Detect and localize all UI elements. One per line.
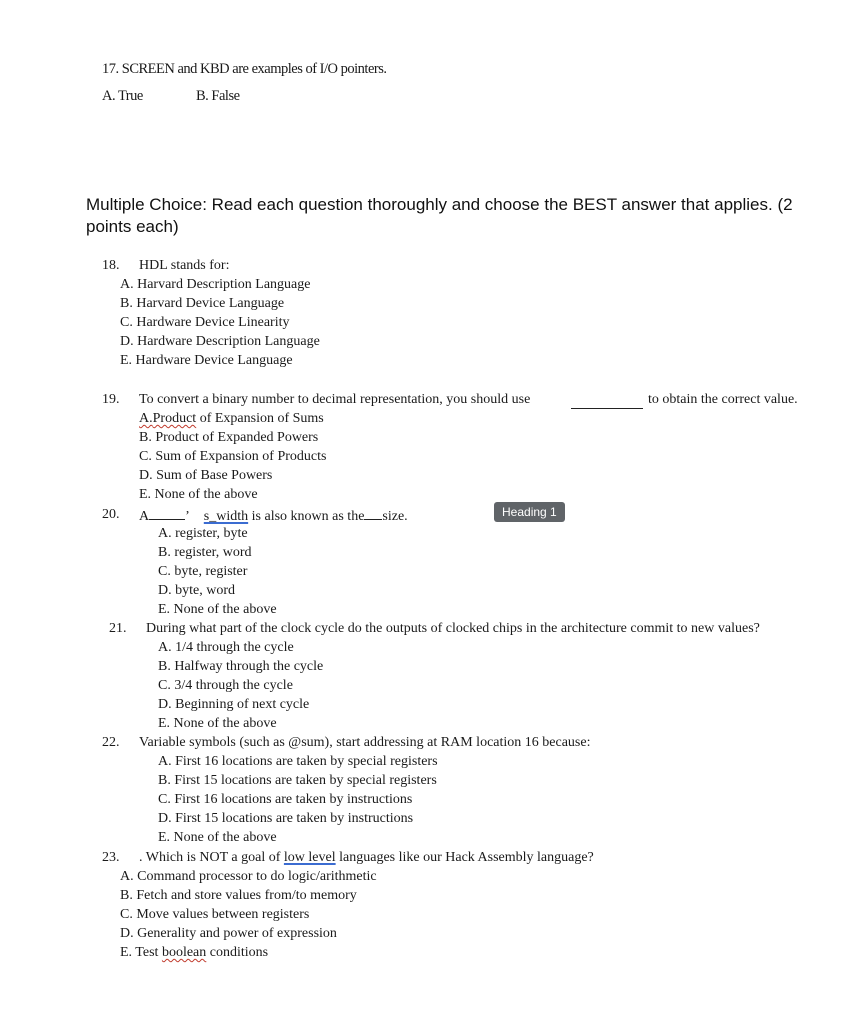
q21-option: B. Halfway through the cycle — [158, 659, 324, 674]
q20-text-end: size. — [382, 509, 408, 524]
q22-option: A. First 16 locations are taken by special registers — [158, 754, 438, 769]
q19-option: C. Sum of Expansion of Products — [139, 449, 327, 464]
q23-option-e-prefix: E. Test — [120, 945, 162, 960]
q21-option: A. 1/4 through the cycle — [158, 640, 294, 655]
q19-text-before: To convert a binary number to decimal representation, you should use — [139, 392, 531, 407]
q21-option: D. Beginning of next cycle — [158, 697, 310, 712]
q23-option-e-rest: conditions — [206, 945, 269, 960]
q22-option: C. First 16 locations are taken by instructions — [158, 792, 413, 807]
q23-option: B. Fetch and store values from/to memory — [120, 888, 357, 903]
q22-option: D. First 15 locations are taken by instructions — [158, 811, 414, 826]
q19-number: 19. — [102, 392, 120, 407]
q20-option: E. None of the above — [158, 602, 277, 617]
q17-option-a: A. True — [102, 88, 143, 104]
q17-option-b: B. False — [196, 88, 240, 104]
q23-option-e-word: boolean — [161, 945, 207, 960]
q21-option: E. None of the above — [158, 716, 277, 731]
q19-text-after: to obtain the correct value. — [648, 392, 798, 407]
q19-option-a-letter: A. — [139, 411, 153, 426]
q22-option: B. First 15 locations are taken by special registers — [158, 773, 437, 788]
q23-option: A. Command processor to do logic/arithmetic — [120, 869, 377, 884]
q20-blank-1 — [149, 507, 185, 520]
q19-option-a-word: Product — [152, 411, 197, 426]
q18-option: D. Hardware Description Language — [120, 334, 320, 349]
q20-text-mid: is also known as the — [248, 509, 365, 524]
q19-option-a-rest: of Expansion of Sums — [196, 411, 324, 426]
q21-option: C. 3/4 through the cycle — [158, 678, 293, 693]
q21-number: 21. — [109, 621, 127, 636]
q19-option-a — [139, 411, 324, 427]
q20-text-a: A — [139, 509, 150, 524]
heading-style-tag[interactable]: Heading 1 — [494, 502, 565, 522]
q20-blank-2 — [364, 507, 382, 520]
q20-s-width: s_width — [203, 509, 249, 524]
q20-option: C. byte, register — [158, 564, 248, 579]
q23-option: D. Generality and power of expression — [120, 926, 337, 941]
q20-option: B. register, word — [158, 545, 252, 560]
q17-text: 17. SCREEN and KBD are examples of I/O pointers. — [102, 61, 387, 77]
q18-number: 18. — [102, 258, 120, 273]
q22-text: Variable symbols (such as @sum), start addressing at RAM location 16 because: — [139, 735, 591, 750]
q18-option: E. Hardware Device Language — [120, 353, 293, 368]
q23-number: 23. — [102, 850, 120, 865]
q18-option: A. Harvard Description Language — [120, 277, 311, 292]
q20-option: A. register, byte — [158, 526, 248, 541]
q20-apostrophe: ’ — [185, 509, 190, 524]
q23-low-level: low level — [283, 850, 336, 865]
q19-option: D. Sum of Base Powers — [139, 468, 273, 483]
q23-text-a: . Which is NOT a goal of — [139, 850, 284, 865]
q21-text: During what part of the clock cycle do the outputs of clocked chips in the architecture commit to new values? — [146, 621, 760, 636]
q23-option-e — [120, 945, 268, 961]
section-heading: Multiple Choice: Read each question thoroughly and choose the BEST answer that applies. (2 points each) — [86, 195, 793, 236]
q19-option: B. Product of Expanded Powers — [139, 430, 319, 445]
q18-option: B. Harvard Device Language — [120, 296, 285, 311]
q23-text-b: languages like our Hack Assembly language? — [335, 850, 594, 865]
q23-option: C. Move values between registers — [120, 907, 310, 922]
q19-blank — [571, 396, 643, 414]
q18-option: C. Hardware Device Linearity — [120, 315, 290, 330]
q22-option: E. None of the above — [158, 830, 277, 845]
q20-text — [139, 507, 408, 525]
q18-text: HDL stands for: — [139, 258, 230, 273]
q22-number: 22. — [102, 735, 120, 750]
q20-option: D. byte, word — [158, 583, 235, 598]
q23-text — [139, 850, 594, 866]
q20-number: 20. — [102, 507, 120, 522]
q19-option: E. None of the above — [139, 487, 258, 502]
